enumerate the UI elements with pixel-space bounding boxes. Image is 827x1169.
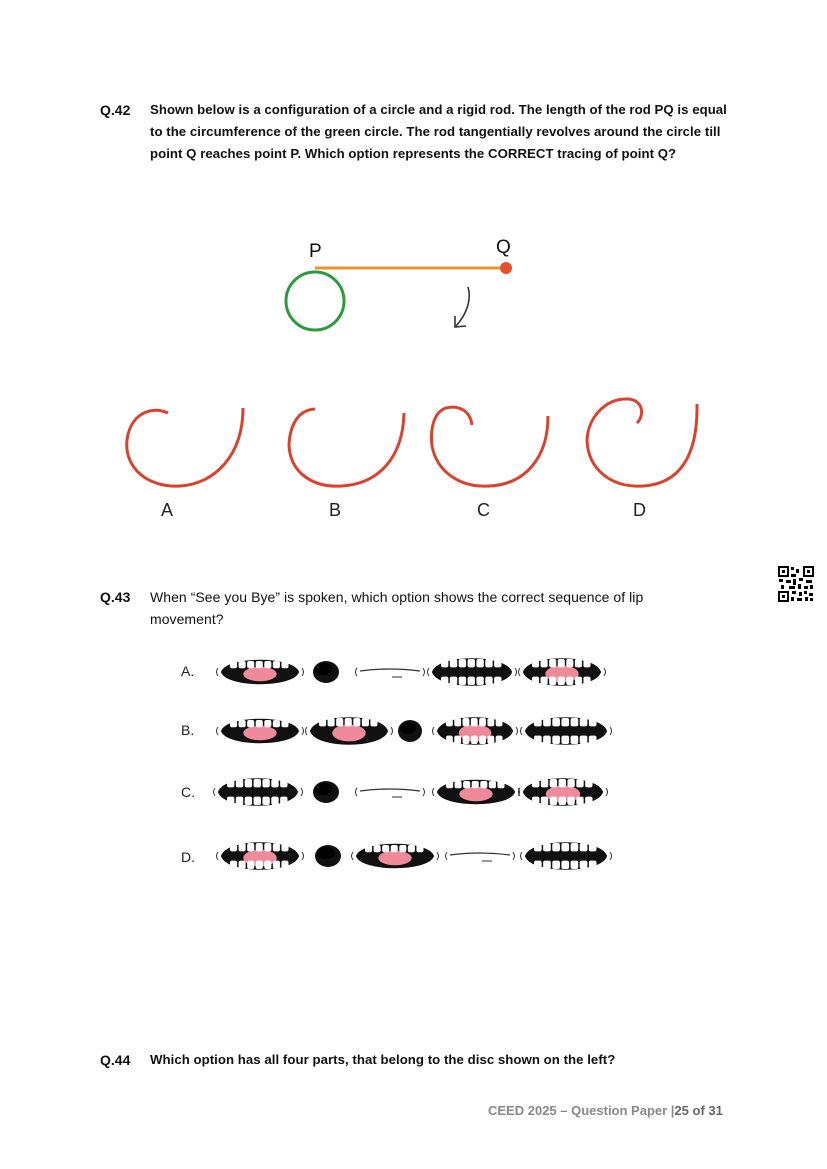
lip-option-label-b: B.	[181, 722, 195, 738]
question-line: to the circumference of the green circle. The rod tangentially revolves around the circle till	[150, 124, 721, 139]
lip-shape-tongue	[217, 661, 304, 684]
lip-shape-wide-tongue	[519, 779, 608, 805]
lip-shape-wide-tongue	[433, 718, 518, 744]
lip-shape-o	[398, 720, 422, 742]
question-number: Q.44	[100, 1052, 131, 1068]
lip-shape-o	[315, 845, 341, 867]
option-label-b: B	[329, 500, 342, 520]
lip-shape-wide	[521, 843, 612, 869]
option-label-a: A	[161, 500, 174, 520]
lip-shape-tongue	[433, 781, 520, 804]
lip-option-label-c: C.	[181, 784, 195, 800]
lip-option-label-a: A.	[181, 663, 195, 679]
lip-shape-o	[313, 661, 339, 683]
lip-shape-o	[313, 781, 339, 803]
lip-shape-tongue	[352, 845, 439, 868]
question-number: Q.43	[100, 589, 131, 605]
question-line: movement?	[150, 611, 224, 627]
lip-option-label-d: D.	[181, 849, 195, 865]
label-p: P	[309, 241, 322, 262]
lip-shape-wide-tongue	[217, 843, 304, 869]
question-text: Which option has all four parts, that belong to the disc shown on the left?	[150, 1052, 616, 1067]
lip-shape-tongue	[217, 720, 304, 743]
option-label-c: C	[477, 500, 490, 520]
question-number: Q.42	[100, 102, 131, 118]
question-line: When “See you Bye” is spoken, which option shows the correct sequence of lip	[150, 589, 644, 605]
question-line: point Q reaches point P. Which option represents the CORRECT tracing of point Q?	[150, 146, 677, 161]
footer-title: CEED 2025 – Question Paper |	[488, 1103, 675, 1118]
lip-shape-closed	[356, 788, 425, 797]
lip-shape-tongue	[306, 718, 393, 744]
lip-shape-wide	[428, 659, 517, 685]
lip-shape-closed	[446, 852, 515, 861]
page-number: 25 of 31	[674, 1103, 723, 1118]
lip-shape-wide-tongue	[519, 659, 606, 685]
lip-shape-wide	[214, 779, 303, 805]
question-line: Shown below is a configuration of a circle and a rigid rod. The length of the rod PQ is equal	[150, 102, 727, 117]
lip-shape-wide	[521, 718, 612, 744]
lip-shape-closed	[356, 668, 425, 677]
label-q: Q	[496, 237, 511, 258]
option-label-d: D	[633, 500, 646, 520]
page-footer	[488, 1103, 723, 1118]
